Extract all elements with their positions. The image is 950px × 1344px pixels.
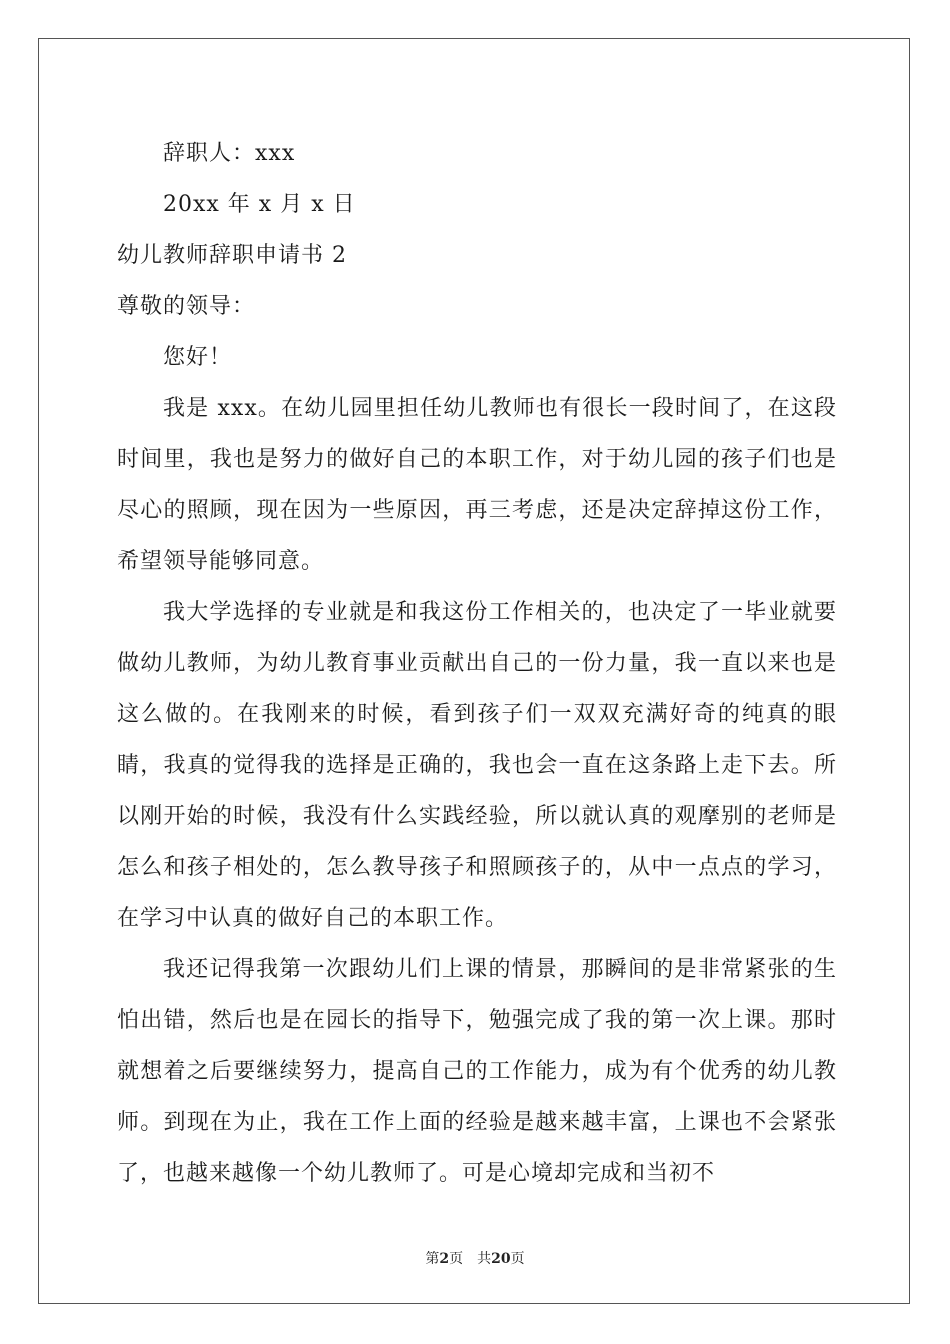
body-paragraph-3: 我还记得我第一次跟幼儿们上课的情景，那瞬间的是非常紧张的生怕出错，然后也是在园长的指导下，勉强完成了我的第一次上课。那时就想着之后要继续努力，提高自己的工作能力，成为有个优秀的幼儿教师。到现在为止，我在工作上面的经验是越来越丰富，上课也不会紧张了，也越来越像一个幼儿教师了。可是心境却完成和当初不 — [117, 957, 837, 1186]
body-paragraph-1: 我是 xxx。在幼儿园里担任幼儿教师也有很长一段时间了，在这段时间里，我也是努力的做好自己的本职工作，对于幼儿园的孩子们也是尽心的照顾，现在因为一些原因，再三考虑，还是决定辞掉这份工作，希望领导能够同意。 — [117, 396, 837, 574]
page-prefix: 第 — [425, 1251, 440, 1267]
page-footer — [0, 1248, 950, 1268]
total-prefix: 共 — [477, 1251, 492, 1267]
document-body — [117, 128, 837, 1199]
total-pages: 20 — [491, 1251, 511, 1267]
signature-line: 辞职人：xxx — [163, 141, 296, 166]
date-line: 20xx 年 x 月 x 日 — [163, 192, 356, 217]
body-paragraph-2: 我大学选择的专业就是和我这份工作相关的，也决定了一毕业就要做幼儿教师，为幼儿教育事业贡献出自己的一份力量，我一直以来也是这么做的。在我刚来的时候，看到孩子们一双双充满好奇的纯真的眼睛，我真的觉得我的选择是正确的，我也会一直在这条路上走下去。所以刚开始的时候，我没有什么实践经验，所以就认真的观摩别的老师是怎么和孩子相处的，怎么教导孩子和照顾孩子的，从中一点点的学习，在学习中认真的做好自己的本职工作。 — [117, 600, 837, 931]
greeting: 您好！ — [163, 345, 233, 370]
page-number: 2 — [439, 1251, 450, 1267]
salutation: 尊敬的领导： — [117, 294, 256, 319]
page-suffix: 页 — [449, 1251, 464, 1267]
document-title: 幼儿教师辞职申请书 2 — [117, 243, 347, 268]
total-suffix: 页 — [510, 1251, 525, 1267]
